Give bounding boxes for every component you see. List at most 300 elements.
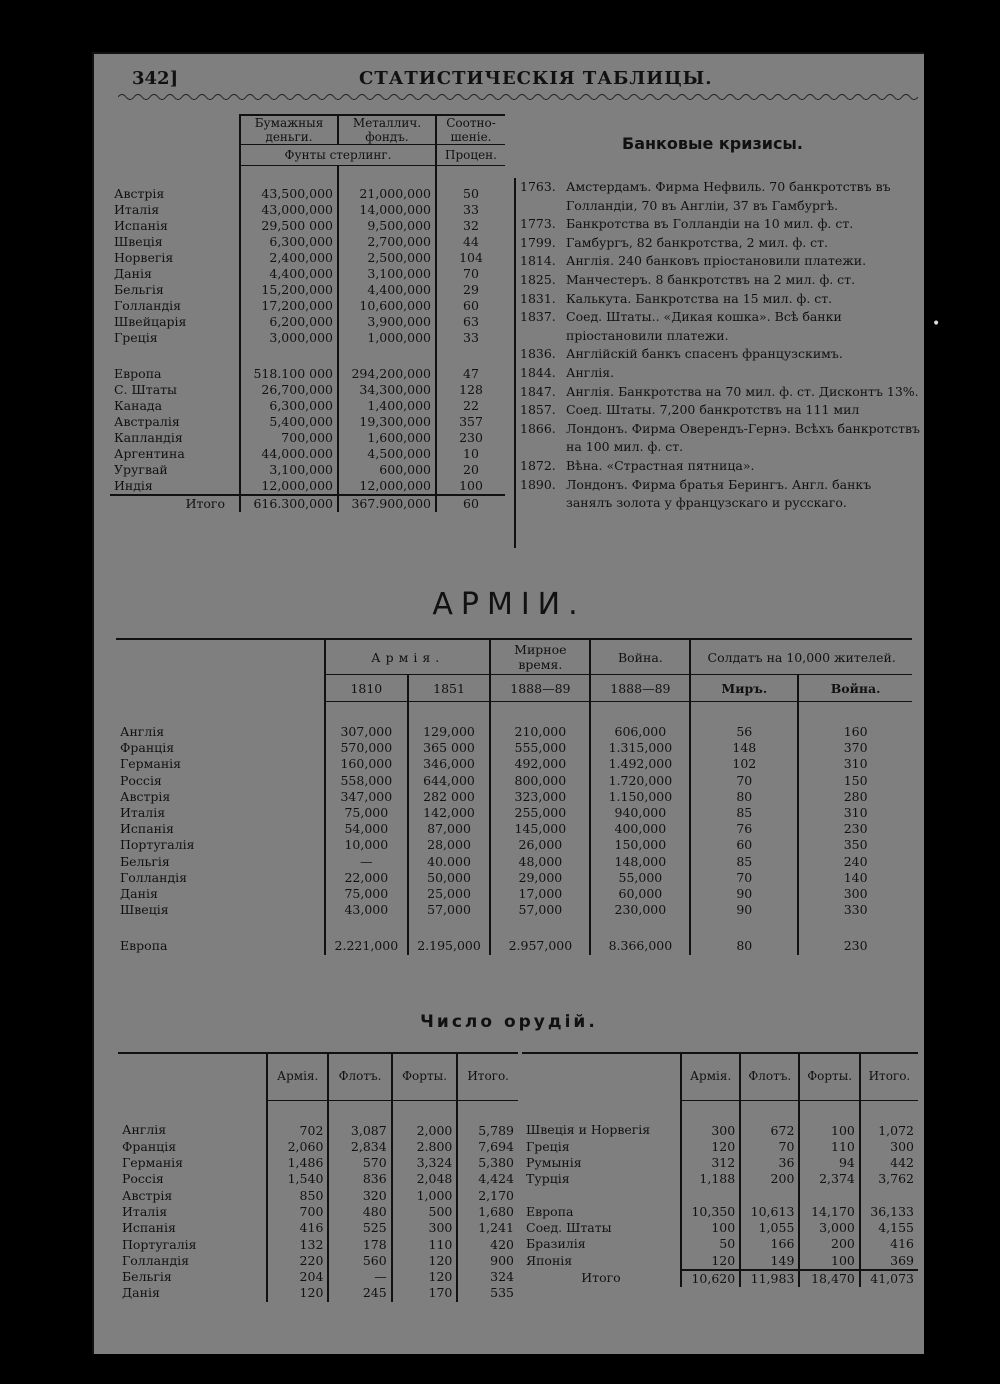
table-row xyxy=(110,166,505,203)
crisis-year: 1890. xyxy=(520,476,556,492)
metal-fund-value: 12,000,000 xyxy=(338,478,436,495)
list-item xyxy=(520,178,920,215)
crisis-year: 1866. xyxy=(520,420,556,436)
guns-fleet: 245 xyxy=(328,1285,391,1301)
ratio-value: 357 xyxy=(459,414,483,429)
country-name: Капландія xyxy=(110,430,240,446)
paper-money-value: 15,200,000 xyxy=(240,282,338,298)
guns-army: 312 xyxy=(681,1155,740,1171)
per-10000-peace: 102 xyxy=(690,756,798,772)
army-1810: — xyxy=(325,854,408,870)
per-10000-peace: 148 xyxy=(690,740,798,756)
ratio-value: 47 xyxy=(463,366,479,381)
table-row xyxy=(110,314,505,330)
crisis-text: Лондонъ. Фирма братья Берингъ. Англ. банкъ занялъ золота у французскаго и русскаго. xyxy=(566,476,872,511)
guns-army: 204 xyxy=(267,1269,328,1285)
country-name: Россія xyxy=(116,773,325,789)
guns-forts: 3,324 xyxy=(392,1155,458,1171)
table-row xyxy=(110,346,505,382)
table-row xyxy=(110,430,505,446)
country-name: Уругвай xyxy=(110,462,240,478)
country-name: Германія xyxy=(118,1155,267,1171)
guns-forts: 200 xyxy=(799,1236,859,1252)
guns-total: 5,789 xyxy=(478,1122,514,1138)
table-row xyxy=(118,1253,518,1269)
table-row xyxy=(116,886,912,902)
table-row xyxy=(118,1269,518,1285)
war-1888: 940,000 xyxy=(590,805,690,821)
ratio-value: 60 xyxy=(463,298,479,313)
guns-header: Итого. xyxy=(457,1053,518,1100)
guns-forts: 1,000 xyxy=(392,1188,458,1204)
guns-header: Армія. xyxy=(681,1053,740,1100)
country-name: Канада xyxy=(110,398,240,414)
country-name: Португалія xyxy=(116,837,325,853)
table-row xyxy=(116,918,912,954)
army-1851: 282 000 xyxy=(408,789,491,805)
table-row xyxy=(110,250,505,266)
guns-forts: 500 xyxy=(392,1204,458,1220)
list-item xyxy=(520,364,920,383)
war-1888: 150,000 xyxy=(590,837,690,853)
army-1851: 87,000 xyxy=(408,821,491,837)
paper-money-value: 4,400,000 xyxy=(240,266,338,282)
table-row xyxy=(110,202,505,218)
table-row xyxy=(522,1100,918,1139)
ratio-value: 104 xyxy=(459,250,483,265)
table-row xyxy=(118,1220,518,1236)
war-header: Война. xyxy=(590,639,690,675)
guns-army: 10,350 xyxy=(681,1188,740,1220)
army-1810: 160,000 xyxy=(325,756,408,772)
guns-header: Форты. xyxy=(799,1053,859,1100)
guns-table-left xyxy=(118,1052,518,1302)
paper-money-value: 43,000,000 xyxy=(240,202,338,218)
guns-forts: 110 xyxy=(799,1139,859,1155)
country-name: Европа xyxy=(116,918,325,954)
ratio-value: 63 xyxy=(463,314,479,329)
ratio-value: 230 xyxy=(459,430,483,445)
table-row xyxy=(522,1236,918,1252)
per-10000-war: 230 xyxy=(843,821,868,837)
guns-forts: 94 xyxy=(799,1155,859,1171)
table-row xyxy=(110,462,505,478)
crisis-text: Соед. Штаты.. «Дикая кошка». Всѣ банки пріостановили платежи. xyxy=(566,309,842,343)
guns-title: Число орудій. xyxy=(420,1012,598,1032)
metal-fund-value: 600,000 xyxy=(338,462,436,478)
table-row xyxy=(110,478,505,495)
guns-forts: 120 xyxy=(392,1269,458,1285)
guns-forts: 120 xyxy=(392,1253,458,1269)
per-10000-war: 350 xyxy=(843,837,868,853)
country-name: Австралія xyxy=(110,414,240,430)
guns-forts: 2,048 xyxy=(392,1171,458,1187)
table-row xyxy=(118,1100,518,1139)
country-name: Соед. Штаты xyxy=(522,1220,681,1236)
country-name: Голландія xyxy=(116,870,325,886)
crisis-text: Калькута. Банкротства на 15 мил. ф. ст. xyxy=(566,290,833,306)
year-1851: 1851 xyxy=(408,675,491,702)
per-10000-war: 280 xyxy=(843,788,868,804)
guns-fleet: 570 xyxy=(328,1155,391,1171)
crisis-year: 1836. xyxy=(520,346,556,362)
per-10000-war: 240 xyxy=(843,853,868,869)
guns-total: 1,680 xyxy=(478,1203,514,1219)
book-page xyxy=(92,52,941,1354)
guns-army: 2,060 xyxy=(267,1139,328,1155)
army-1851: 346,000 xyxy=(408,756,491,772)
crisis-year: 1857. xyxy=(520,402,556,418)
crises-title: Банковые кризисы. xyxy=(622,134,803,153)
table-row xyxy=(118,1188,518,1204)
ratio-value: 32 xyxy=(463,218,479,233)
per-10000-war: 330 xyxy=(843,902,868,918)
ratio-value: 44 xyxy=(463,234,479,249)
metal-fund-value: 294,200,000 xyxy=(338,346,436,382)
country-name: Швейцарія xyxy=(110,314,240,330)
paper-money-value: 12,000,000 xyxy=(240,478,338,495)
peace-1888: 323,000 xyxy=(490,789,590,805)
list-item xyxy=(520,345,920,364)
army-1851: 644,000 xyxy=(408,773,491,789)
paper-money-value: 3,000,000 xyxy=(240,330,338,346)
army-1851: 25,000 xyxy=(408,886,491,902)
army-1810: 10,000 xyxy=(325,837,408,853)
per-10000-war: 150 xyxy=(843,772,868,788)
peace-1888: 48,000 xyxy=(490,854,590,870)
paper-money-value: 17,200,000 xyxy=(240,298,338,314)
paper-money-value: 518.100 000 xyxy=(240,346,338,382)
per-10000-peace: 76 xyxy=(690,821,798,837)
guns-forts: 100 xyxy=(799,1253,859,1270)
table-row xyxy=(522,1171,918,1187)
guns-total: 324 xyxy=(490,1269,514,1285)
guns-total: 5,380 xyxy=(478,1155,514,1171)
guns-total: 1,241 xyxy=(478,1220,514,1236)
crisis-text: Лондонъ. Фирма Оверендъ-Гернэ. Всѣхъ банкротствъ на 100 мил. ф. ст. xyxy=(566,420,921,455)
guns-fleet: — xyxy=(328,1269,391,1285)
year-1810: 1810 xyxy=(325,675,408,702)
guns-fleet: 560 xyxy=(328,1253,391,1269)
per-10000-peace: 60 xyxy=(690,837,798,853)
guns-fleet: 70 xyxy=(740,1139,799,1155)
table-row xyxy=(118,1139,518,1155)
guns-fleet: 2,834 xyxy=(328,1139,391,1155)
table-row xyxy=(110,446,505,462)
country-name: Румынія xyxy=(522,1155,681,1171)
army-1851: 2.195,000 xyxy=(408,918,491,954)
table-row xyxy=(116,805,912,821)
guns-army: 120 xyxy=(681,1253,740,1270)
country-name: Японія xyxy=(522,1253,681,1270)
guns-total: 4,155 xyxy=(878,1219,914,1235)
country-name: Европа xyxy=(522,1188,681,1220)
war-1888: 8.366,000 xyxy=(590,918,690,954)
ratio-header: Соотно-шеніе. xyxy=(436,115,505,145)
war-1888: 1.720,000 xyxy=(590,773,690,789)
page-number: 342] xyxy=(132,68,179,89)
guns-fleet: 166 xyxy=(740,1236,799,1252)
guns-total: 3,762 xyxy=(878,1171,914,1187)
country-name: Бельгія xyxy=(110,282,240,298)
guns-army: 702 xyxy=(267,1100,328,1139)
country-name: Италія xyxy=(110,202,240,218)
crisis-text: Соед. Штаты. 7,200 банкротствъ на 111 мил xyxy=(566,402,860,418)
country-name: Португалія xyxy=(118,1237,267,1253)
table-row xyxy=(110,382,505,398)
country-name: Россія xyxy=(118,1171,267,1187)
list-item xyxy=(520,234,920,253)
country-name: Аргентина xyxy=(110,446,240,462)
table-row xyxy=(116,854,912,870)
country-name: Испанія xyxy=(118,1220,267,1236)
crisis-text: Вѣна. «Страстная пятница». xyxy=(566,457,755,473)
list-item xyxy=(520,401,920,420)
metal-fund-value: 3,100,000 xyxy=(338,266,436,282)
peace-header: Мирное время. xyxy=(490,639,590,675)
country-name: Швеція и Норвегія xyxy=(522,1100,681,1139)
table-row xyxy=(116,789,912,805)
guns-forts: 170 xyxy=(392,1285,458,1301)
country-header xyxy=(110,115,240,145)
table-row xyxy=(110,234,505,250)
guns-header: Армія. xyxy=(267,1053,328,1100)
army-header: Армія. xyxy=(325,639,490,675)
crisis-year: 1831. xyxy=(520,290,556,306)
war-1888: 1.315,000 xyxy=(590,740,690,756)
per-10000-peace: 70 xyxy=(690,870,798,886)
guns-army: 416 xyxy=(267,1220,328,1236)
country-name: Данія xyxy=(110,266,240,282)
army-1851: 365 000 xyxy=(408,740,491,756)
ratio-value: 70 xyxy=(463,266,479,281)
army-1851: 28,000 xyxy=(408,837,491,853)
crisis-text: Банкротства въ Голландіи на 10 мил. ф. ст. xyxy=(566,216,854,232)
metal-fund-value: 2,700,000 xyxy=(338,234,436,250)
peace-1888: 17,000 xyxy=(490,886,590,902)
crisis-year: 1773. xyxy=(520,216,556,232)
peace-1888: 26,000 xyxy=(490,837,590,853)
war-1888: 400,000 xyxy=(590,821,690,837)
guns-fleet: 320 xyxy=(328,1188,391,1204)
guns-fleet: 178 xyxy=(328,1237,391,1253)
per-10000-war: 300 xyxy=(843,886,868,902)
crisis-text: Англія. Банкротства на 70 мил. ф. ст. Дисконтъ 13%. xyxy=(566,383,919,399)
list-item xyxy=(520,271,920,290)
guns-forts: 300 xyxy=(392,1220,458,1236)
guns-fleet: 149 xyxy=(740,1253,799,1270)
paper-money-value: 3,100,000 xyxy=(240,462,338,478)
ratio-value: 50 xyxy=(463,186,479,201)
paper-money-value: 700,000 xyxy=(240,430,338,446)
guns-fleet: 10,613 xyxy=(740,1188,799,1220)
army-1810: 347,000 xyxy=(325,789,408,805)
country-name: Бельгія xyxy=(116,854,325,870)
peace-1888: 800,000 xyxy=(490,773,590,789)
guns-forts: 14,170 xyxy=(799,1188,859,1220)
guns-total: 442 xyxy=(890,1155,914,1171)
army-1851: 40.000 xyxy=(408,854,491,870)
country-name: Бразилія xyxy=(522,1236,681,1252)
per-10000-peace: 80 xyxy=(690,789,798,805)
table-row xyxy=(118,1204,518,1220)
crises-list xyxy=(514,178,920,548)
table-row xyxy=(522,1188,918,1220)
total-army: 10,620 xyxy=(681,1270,740,1287)
guns-header: Флотъ. xyxy=(740,1053,799,1100)
army-1851: 142,000 xyxy=(408,805,491,821)
peace-1888: 210,000 xyxy=(490,702,590,741)
per-10000-peace: 80 xyxy=(690,918,798,954)
country-name: Австрія xyxy=(118,1188,267,1204)
crisis-text: Англія. xyxy=(566,364,615,380)
paper-money-value: 6,300,000 xyxy=(240,234,338,250)
peace-1888: 57,000 xyxy=(490,902,590,918)
guns-fleet: 3,087 xyxy=(328,1100,391,1139)
money-table xyxy=(110,114,505,512)
guns-fleet: 836 xyxy=(328,1171,391,1187)
blank-cell xyxy=(116,675,325,702)
country-name: Франція xyxy=(116,740,325,756)
blank-cell xyxy=(110,145,240,166)
table-row xyxy=(116,902,912,918)
guns-forts: 2,000 xyxy=(392,1100,458,1139)
guns-army: 220 xyxy=(267,1253,328,1269)
metal-fund-value: 1,600,000 xyxy=(338,430,436,446)
table-row xyxy=(110,330,505,346)
total-row xyxy=(522,1270,918,1287)
metal-fund-value: 3,900,000 xyxy=(338,314,436,330)
peace-1888: 255,000 xyxy=(490,805,590,821)
total-ratio: 60 xyxy=(436,495,505,512)
guns-fleet: 200 xyxy=(740,1171,799,1187)
year-1888-war: 1888—89 xyxy=(590,675,690,702)
year-1888-peace: 1888—89 xyxy=(490,675,590,702)
guns-total: 300 xyxy=(890,1138,914,1154)
guns-fleet: 525 xyxy=(328,1220,391,1236)
guns-total: 416 xyxy=(890,1236,914,1252)
table-row xyxy=(116,702,912,741)
list-item xyxy=(520,476,920,513)
total-label: Итого xyxy=(522,1270,681,1287)
crisis-text: Гамбургъ, 82 банкротства, 2 мил. ф. ст. xyxy=(566,234,829,250)
guns-army: 700 xyxy=(267,1204,328,1220)
blank-cell xyxy=(522,1053,681,1100)
metal-fund-value: 2,500,000 xyxy=(338,250,436,266)
army-1810: 43,000 xyxy=(325,902,408,918)
peace-1888: 2.957,000 xyxy=(490,918,590,954)
list-item xyxy=(520,420,920,457)
guns-army: 132 xyxy=(267,1237,328,1253)
ratio-value: 33 xyxy=(463,202,479,217)
guns-army: 1,188 xyxy=(681,1171,740,1187)
table-row xyxy=(110,218,505,234)
table-row xyxy=(110,414,505,430)
country-name: Швеція xyxy=(110,234,240,250)
ratio-value: 33 xyxy=(463,330,479,345)
table-row xyxy=(116,740,912,756)
table-row xyxy=(118,1237,518,1253)
per-10000-peace: 85 xyxy=(690,805,798,821)
crisis-year: 1814. xyxy=(520,253,556,269)
crisis-text: Амстердамъ. Фирма Нефвиль. 70 банкротствъ въ Голландіи, 70 въ Англіи, 37 въ Гамбургѣ. xyxy=(566,179,891,213)
peace-1888: 492,000 xyxy=(490,756,590,772)
guns-total: 2,170 xyxy=(478,1187,514,1203)
total-all: 41,073 xyxy=(860,1270,918,1287)
armies-table xyxy=(116,638,912,955)
paper-money-value: 2,400,000 xyxy=(240,250,338,266)
country-name: Италія xyxy=(118,1204,267,1220)
army-1810: 558,000 xyxy=(325,773,408,789)
country-name: Бельгія xyxy=(118,1269,267,1285)
metal-fund-value: 9,500,000 xyxy=(338,218,436,234)
total-forts: 18,470 xyxy=(799,1270,859,1287)
country-name: Данія xyxy=(116,886,325,902)
table-row xyxy=(118,1285,518,1301)
war-1888: 60,000 xyxy=(590,886,690,902)
country-name: Голландія xyxy=(110,298,240,314)
crisis-year: 1847. xyxy=(520,383,556,399)
guns-total: 420 xyxy=(490,1236,514,1252)
table-row xyxy=(110,398,505,414)
table-row xyxy=(110,266,505,282)
total-label: Итого xyxy=(110,495,240,512)
war-1888: 1.150,000 xyxy=(590,789,690,805)
table-row xyxy=(522,1139,918,1155)
crisis-year: 1844. xyxy=(520,364,556,380)
country-name: Австрія xyxy=(110,166,240,203)
guns-fleet: 672 xyxy=(740,1100,799,1139)
peace-1888: 145,000 xyxy=(490,821,590,837)
wavy-rule xyxy=(118,92,918,102)
guns-army: 120 xyxy=(267,1285,328,1301)
guns-army: 300 xyxy=(681,1100,740,1139)
army-1810: 22,000 xyxy=(325,870,408,886)
guns-total: 4,424 xyxy=(478,1171,514,1187)
war-1888: 230,000 xyxy=(590,902,690,918)
table-row xyxy=(116,870,912,886)
per-10000-war: 160 xyxy=(843,724,868,739)
table-row xyxy=(522,1253,918,1270)
country-name: Австрія xyxy=(116,789,325,805)
running-title: СТАТИСТИЧЕСКІЯ ТАБЛИЦЫ. xyxy=(359,68,713,89)
table-row xyxy=(118,1155,518,1171)
guns-total: 7,694 xyxy=(478,1138,514,1154)
per-10000-war: 370 xyxy=(843,740,868,756)
peace-1888: 555,000 xyxy=(490,740,590,756)
per-10000-peace: 90 xyxy=(690,902,798,918)
paper-money-value: 5,400,000 xyxy=(240,414,338,430)
guns-forts: 110 xyxy=(392,1237,458,1253)
paper-money-value: 6,300,000 xyxy=(240,398,338,414)
war-1888: 606,000 xyxy=(590,702,690,741)
paper-money-header: Бумажныя деньги. xyxy=(240,115,338,145)
country-name: Италія xyxy=(116,805,325,821)
metal-fund-value: 34,300,000 xyxy=(338,382,436,398)
guns-header: Флотъ. xyxy=(328,1053,391,1100)
war-1888: 1.492,000 xyxy=(590,756,690,772)
table-row xyxy=(116,773,912,789)
per-10000-peace: 85 xyxy=(690,854,798,870)
ratio-value: 20 xyxy=(463,462,479,477)
country-name: Норвегія xyxy=(110,250,240,266)
per-10000-peace: 90 xyxy=(690,886,798,902)
metal-fund-value: 21,000,000 xyxy=(338,166,436,203)
table-row xyxy=(110,282,505,298)
metal-fund-header: Металлич. фондъ. xyxy=(338,115,436,145)
metal-fund-value: 10,600,000 xyxy=(338,298,436,314)
list-item xyxy=(520,252,920,271)
